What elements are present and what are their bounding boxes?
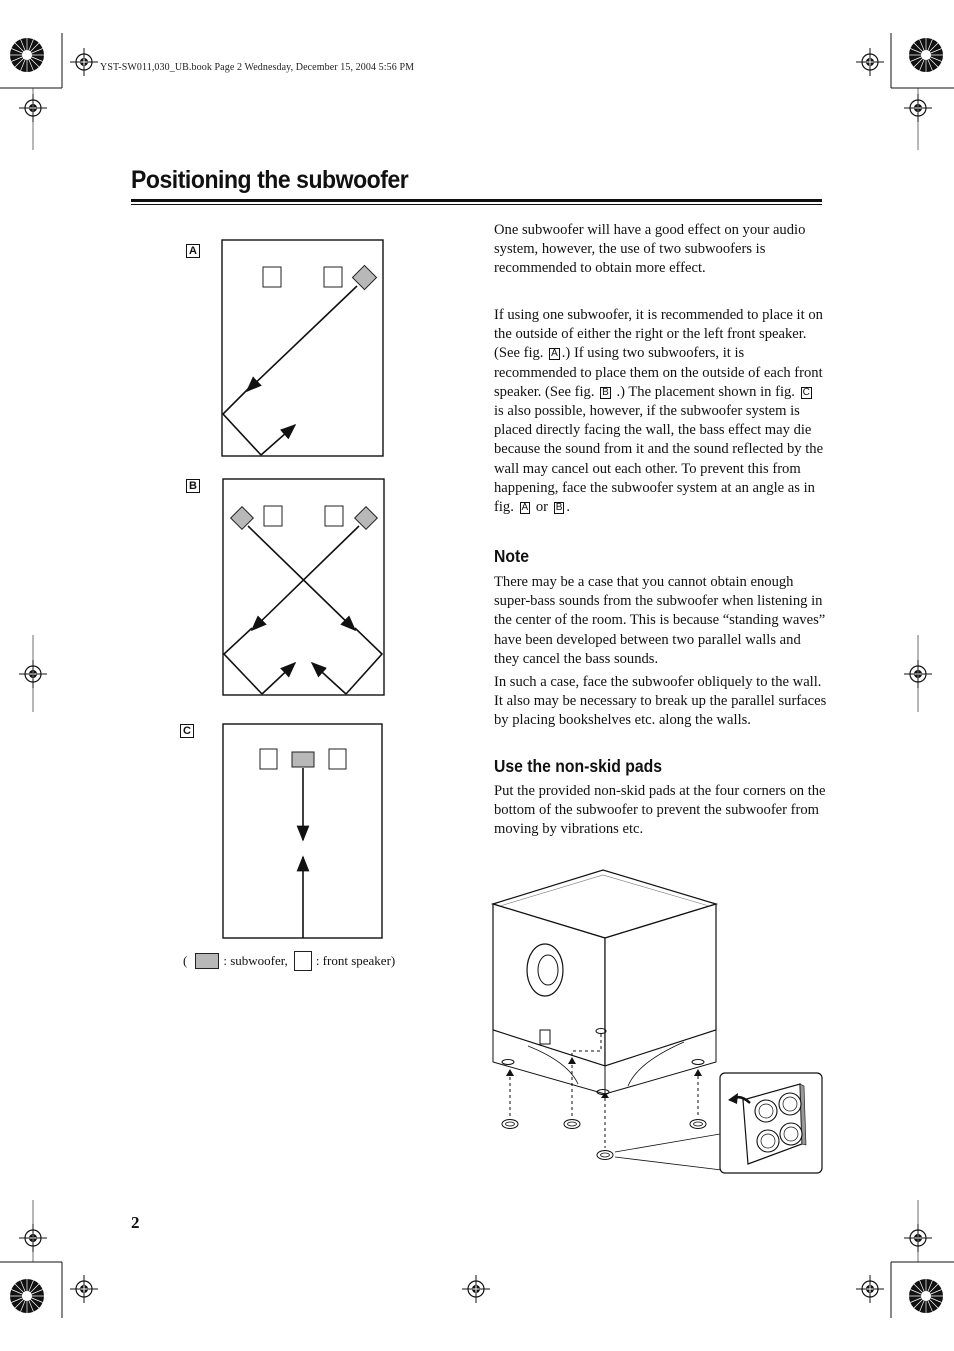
title-rule	[131, 199, 822, 202]
note-paragraph-2	[494, 673, 830, 731]
subwoofer-illustration	[488, 866, 828, 1178]
front-speaker-left	[260, 749, 277, 769]
legend-subwoofer-label: : subwoofer,	[223, 953, 288, 968]
figure-label-a: A	[186, 244, 200, 258]
title-rule-thin	[131, 204, 822, 205]
pads-paragraph	[494, 782, 826, 840]
front-speaker-left	[264, 506, 282, 526]
subwoofer	[292, 752, 314, 767]
placement-text-3: .) The placement shown in fig.	[616, 383, 795, 400]
figure-ref-c: C	[802, 386, 810, 398]
page-title: Positioning the subwoofer	[131, 166, 409, 194]
figure-ref-b: B	[602, 386, 609, 398]
front-speaker-right	[324, 267, 342, 287]
placement-paragraph	[494, 306, 826, 517]
legend-open-paren: (	[183, 953, 188, 968]
figure-a-diagram	[221, 239, 385, 459]
front-speaker-right	[329, 749, 346, 769]
note-paragraph-1	[494, 573, 826, 669]
legend-speaker-label: : front speaker)	[315, 953, 396, 968]
placement-text-4: is also possible, however, if the subwoofer system is placed directly facing the wall, the bass effect may die because the sound from it and the sound reflected by the wall may cancel out each other. To prevent this from happening, face the subwoofer system at an angle as in fig.	[494, 403, 824, 516]
placement-text-5: or	[535, 499, 549, 516]
placement-text-1: If using one subwoofer, it is recommended to place it on the outside of either the right or the left front speaker. (See fig.	[494, 307, 823, 362]
figure-c-diagram	[222, 723, 386, 943]
intro-text: One subwoofer will have a good effect on your audio system, however, the use of two subwoofers is recommended to obtain more effect.	[494, 222, 806, 277]
placement-text-6: .	[566, 499, 571, 516]
figure-label-c: C	[180, 724, 194, 738]
note-text-1: There may be a case that you cannot obtain enough super-bass sounds from the subwoofer when listening in the center of the room. This is because “standing waves” have been developed between two parallel walls and they cancel the bass sounds.	[494, 574, 826, 667]
figure-b-diagram	[222, 478, 386, 698]
figure-label-b: B	[186, 479, 200, 493]
placement-text-2: .) If using two subwoofers, it is recommended to place them on the outside of each front speaker. (See fig.	[494, 345, 823, 400]
pads-heading: Use the non-skid pads	[494, 756, 663, 776]
intro-paragraph	[494, 221, 826, 279]
front-speaker-left	[263, 267, 281, 287]
legend-subwoofer-swatch	[195, 953, 219, 969]
note-heading: Note	[494, 546, 530, 566]
figure-ref-a-2: A	[521, 502, 529, 514]
figure-ref-b-2: B	[555, 502, 563, 514]
file-info-header: YST-SW011,030_UB.book Page 2 Wednesday, December 15, 2004 5:56 PM	[100, 62, 415, 73]
pads-text: Put the provided non-skid pads at the four corners on the bottom of the subwoofer to prevent the subwoofer from moving by vibrations etc.	[494, 783, 826, 838]
figure-ref-a: A	[551, 348, 558, 360]
figure-legend	[183, 951, 395, 971]
page-number: 2	[131, 1213, 140, 1232]
front-speaker-right	[325, 506, 343, 526]
note-text-2: In such a case, face the subwoofer obliquely to the wall. It also may be necessary to break up the parallel surfaces by placing bookshelves etc. along the walls.	[494, 674, 827, 729]
legend-speaker-swatch	[294, 951, 312, 971]
